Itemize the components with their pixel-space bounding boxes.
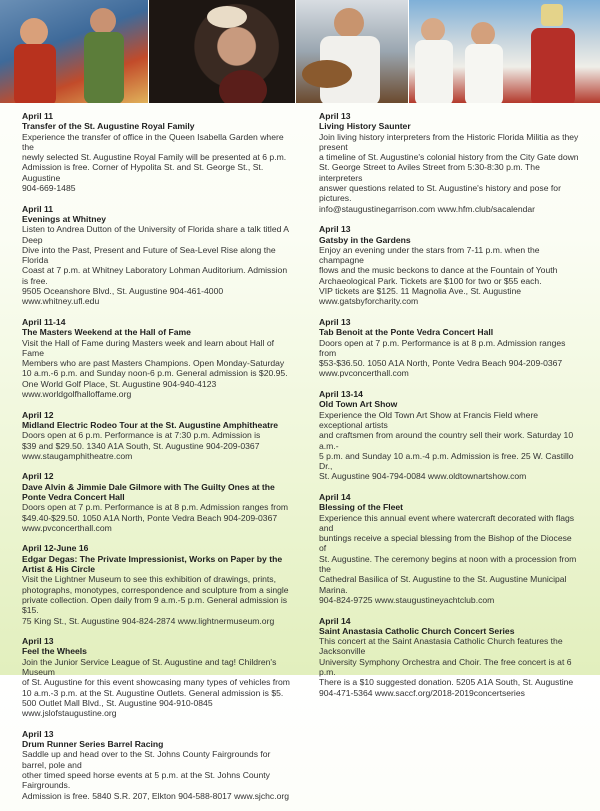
event-title: Edgar Degas: The Private Impressionist, Works on Paper by the Artist & His Circle: [22, 553, 283, 575]
event-description: Enjoy an evening under the stars from 7-11 p.m. when the champagne flows and the music beckons to dance at the Fountain of Youth Archaeological Park. Tickets are $100 for two or $55 each. VIP tickets are $125. 11 Magnolia Ave., St. Augustine www.gatsbyforcharity.com: [319, 244, 558, 307]
event-item: [319, 492, 581, 605]
event-description: Saddle up and head over to the St. Johns County Fairgrounds for barrel, pole and other timed speed horse events at 5 p.m. at the St. Johns County Fairgrounds. Admission is free. 5840 S.R. 207, Elkton 904-588-8017 www.sjchc.org: [22, 749, 290, 801]
event-item: [319, 111, 581, 214]
photo-guitarist: [296, 0, 408, 103]
event-title: Midland Electric Rodeo Tour at the St. Augustine Amphitheatre: [22, 419, 279, 430]
event-description: Listen to Andrea Dutton of the University of Florida share a talk titled A Deep Dive into the Past, Present and Future of Sea-Level Rise along the Florida Coast at 7 p.m. at Whitney Laboratory Lohman Auditorium. Admission is free. 9505 Oceanshore Blvd., St. Augustine 904-461-4000 www.whitney.ufl.edu: [22, 224, 289, 307]
events-column-left: [22, 111, 294, 811]
event-title: Transfer of the St. Augustine Royal Family: [22, 121, 195, 132]
event-description: This concert at the Saint Anastasia Catholic Church features the Jacksonville University Symphony Orchestra and Choir. The free concert is at 6 p.m. There is a $10 suggested donation. 5205 A1A South, St. Augustine 904-471-5364 www.saccf.org/2018-2019concertseries: [319, 636, 574, 698]
event-item: [319, 317, 581, 379]
event-title: Old Town Art Show: [319, 399, 398, 410]
event-date: April 11-14: [22, 316, 66, 327]
event-item: [22, 317, 294, 399]
event-description: Join the Junior Service League of St. Augustine and tag! Children's Museum of St. Augustine for this event showcasing many types of vehicles from 10 a.m.-3 p.m. at the St. Augustine Outlets. General admission is $5. 500 Outlet Mall Blvd., St. Augustine 904-910-0845 www.jslofstaugustine.org: [22, 656, 290, 719]
event-description: Join living history interpreters from the Historic Florida Militia as they present a timeline of St. Augustine's colonial history from the City Gate down St. George Street to Aviles Street from 5:30-8:30 p.m. The interpreters answer questions related to St. Augustine's history and pose for pictures. info@staugustinegarrison.com www.hfm.club/sacalendar: [319, 131, 579, 214]
event-date: April 14: [319, 491, 351, 502]
event-item: [22, 204, 294, 307]
event-item: [22, 729, 294, 801]
event-description: Doors open at 7 p.m. Performance is at 8 p.m. Admission ranges from $53-$36.50. 1050 A1A North, Ponte Vedra Beach 904-209-0367 www.pvconcerthall.com: [319, 337, 566, 379]
event-date: April 12-June 16: [22, 543, 89, 554]
event-item: [22, 543, 294, 625]
photo-blessing-of-the-fleet: [409, 0, 600, 103]
event-description: Experience the transfer of office in the Queen Isabella Garden where the newly selected St. Augustine Royal Family will be presented at 6 p.m. Admission is free. Corner of Hypolita St. and St. George St., St. Augustine 904-669-1485: [22, 131, 287, 194]
event-description: Doors open at 7 p.m. Performance is at 8 p.m. Admission ranges from $49.40-$29.50. 1050 A1A North, Ponte Vedra Beach 904-209-0367 www.pvconcerthall.com: [22, 502, 289, 533]
event-item: [319, 616, 581, 698]
event-date: April 12: [22, 409, 54, 420]
event-date: April 13: [319, 111, 351, 121]
event-item: [319, 224, 581, 306]
event-title: Dave Alvin & Jimmie Dale Gilmore with The Guilty Ones at the Ponte Vedra Concert Hall: [22, 481, 275, 502]
photo-art-walk: [0, 0, 148, 103]
event-title: Living History Saunter: [319, 121, 411, 132]
event-description: Doors open at 6 p.m. Performance is at 7:30 p.m. Admission is $39 and $29.50. 1340 A1A South, St. Augustine 904-209-0367 www.staugamphitheatre.com: [22, 430, 261, 461]
event-item: [22, 471, 294, 533]
event-description: Experience the Old Town Art Show at Francis Field where exceptional artists and craftsmen from around the country sell their work. Saturday 10 a.m.- 5 p.m. and Sunday 10 a.m.-4 p.m. Admission is free. 25 W. Castillo Dr., St. Augustine 904-794-0084 www.oldtownartshow.com: [319, 409, 574, 482]
event-title: The Masters Weekend at the Hall of Fame: [22, 327, 191, 338]
event-item: [22, 410, 294, 461]
events-column-right: [319, 111, 581, 708]
event-date: April 11: [22, 111, 54, 121]
event-date: April 13: [22, 728, 54, 739]
event-date: April 11: [22, 203, 54, 214]
event-title: Gatsby in the Gardens: [319, 234, 411, 245]
event-date: April 13: [319, 224, 351, 235]
event-description: Visit the Lightner Museum to see this exhibition of drawings, prints, photographs, monotypes, correspondence and sculpture from a single private collection. Open daily from 9 a.m.-5 p.m. General admission is $15. 75 King St., St. Augustine 904-824-2874 www.lightnermuseum.org: [22, 574, 289, 626]
event-date: April 13-14: [319, 389, 363, 400]
event-title: Tab Benoit at the Ponte Vedra Concert Hall: [319, 327, 494, 338]
event-description: Experience this annual event where watercraft decorated with flags and buntings receive a special blessing from the Bishop of the Diocese of St. Augustine. The ceremony begins at noon with a procession from the Cathedral Basilica of St. Augustine to the St. Augustine Municipal Marina. 904-824-9725 www.staugustineyachtclub.com: [319, 512, 577, 605]
event-item: [22, 111, 294, 193]
event-title: Feel the Wheels: [22, 646, 87, 657]
event-item: [319, 389, 581, 482]
event-title: Drum Runner Series Barrel Racing: [22, 739, 164, 750]
event-date: April 14: [319, 615, 351, 626]
event-item: [22, 636, 294, 718]
event-description: Visit the Hall of Fame during Masters week and learn about Hall of Fame Members who are past Masters Champions. Open Monday-Saturday 10 a.m.-6 p.m. and Sunday noon-6 p.m. General admission is $20.95. One World Golf Place, St. Augustine 904-940-4123 www.worldgolfhalloffame.org: [22, 337, 288, 400]
event-date: April 13: [319, 316, 351, 327]
event-title: Blessing of the Fleet: [319, 502, 404, 513]
event-date: April 12: [22, 471, 54, 482]
photo-flamenco-dancer: [149, 0, 295, 103]
photo-strip: [0, 0, 600, 103]
event-title: Saint Anastasia Catholic Church Concert Series: [319, 625, 515, 636]
event-date: April 13: [22, 636, 54, 647]
event-title: Evenings at Whitney: [22, 213, 107, 224]
